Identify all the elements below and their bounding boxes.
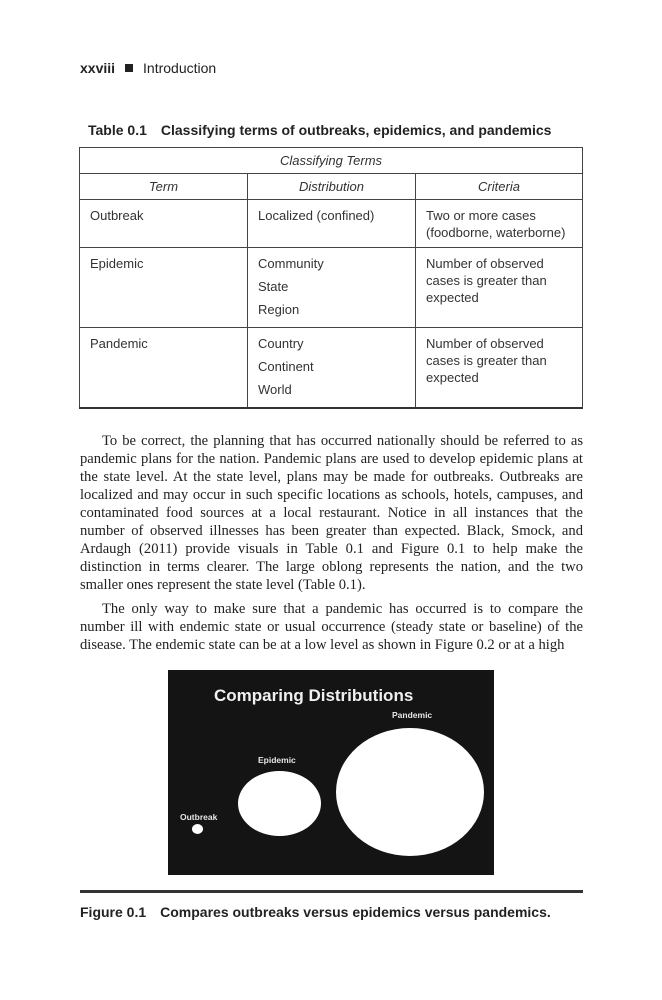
distribution-item: World (258, 382, 292, 397)
distribution-item: State (258, 279, 289, 294)
page-number: xxviii (80, 60, 116, 76)
cell-distribution (248, 328, 416, 409)
epidemic-label: Epidemic (258, 755, 296, 765)
table-label: Table 0.1 (88, 122, 147, 138)
column-header-term: Term (80, 174, 248, 200)
body-paragraph-2 (80, 600, 583, 654)
outbreak-dot (192, 824, 203, 834)
classification-table (79, 147, 583, 409)
figure-caption (80, 904, 551, 920)
figure-caption-text: Compares outbreaks versus epidemics versus pandemics. (160, 904, 551, 920)
distribution-item: Community (258, 256, 324, 271)
square-bullet-icon (125, 64, 133, 72)
figure-rule (80, 890, 583, 893)
table-row (80, 200, 583, 248)
outbreak-label: Outbreak (180, 812, 218, 822)
distribution-item: Country (258, 336, 304, 351)
cell-criteria: Two or more cases (foodborne, waterborne) (416, 200, 583, 248)
cell-criteria: Number of observed cases is greater than expected (416, 248, 583, 328)
distribution-item: Continent (258, 359, 314, 374)
cell-term: Outbreak (80, 200, 248, 248)
distribution-item: Localized (confined) (258, 208, 375, 223)
pandemic-label: Pandemic (392, 710, 433, 720)
table-row (80, 328, 583, 409)
column-header-distribution: Distribution (248, 174, 416, 200)
paragraph-text: The only way to make sure that a pandemic has occurred is to compare the number ill with endemic state or usual occurrence (steady state or baseline) of the disease. The endemic state can be at a low level as shown in Figure 0.2 or at a high (80, 601, 583, 653)
body-paragraph-1 (80, 432, 583, 594)
figure-title: Comparing Distributions (214, 686, 414, 705)
figure-label: Figure 0.1 (80, 904, 147, 920)
cell-distribution (248, 200, 416, 248)
epidemic-circle (238, 771, 321, 836)
cell-distribution (248, 248, 416, 328)
pandemic-oval (336, 728, 484, 856)
comparing-distributions-figure (168, 670, 494, 875)
table-caption (88, 122, 551, 138)
section-title: Introduction (143, 60, 217, 76)
table-group-header: Classifying Terms (80, 148, 583, 174)
table-title: Classifying terms of outbreaks, epidemics, and pandemics (160, 122, 552, 138)
column-header-criteria: Criteria (416, 174, 583, 200)
cell-criteria: Number of observed cases is greater than expected (416, 328, 583, 409)
running-header (80, 60, 216, 76)
distribution-item: Region (258, 302, 300, 317)
cell-term: Pandemic (80, 328, 248, 409)
cell-term: Epidemic (80, 248, 248, 328)
paragraph-text: To be correct, the planning that has occurred nationally should be referred to as pandemic plans for the nation. Pandemic plans are used to develop epidemic plans at the state level. At the state level, plans may be made for outbreaks. Outbreaks are localized and may occur in such specific locations as schools, hotels, campuses, and contaminated food sources at a local restaurant. Notice in all instances that the number of observed illnesses has been greater than expected. Black, Smock, and Ardaugh (2011) provide visuals in Table 0.1 and Figure 0.1 to help make the distinction in terms clearer. The large oblong represents the nation, and the two smaller ones represent the state level (Table 0.1). (80, 433, 583, 593)
table-row (80, 248, 583, 328)
